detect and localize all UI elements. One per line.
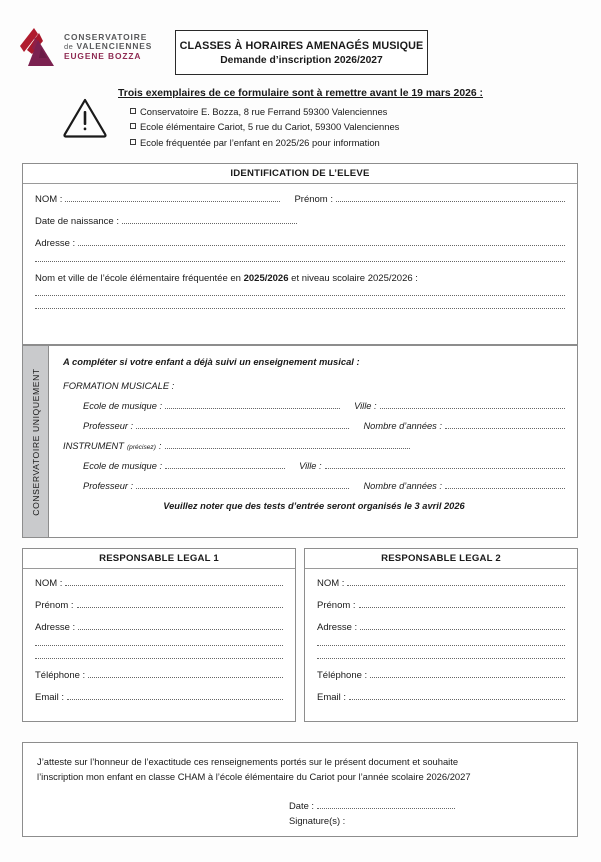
document-title-line-1: CLASSES À HORAIRES AMENAGÉS MUSIQUE [179, 39, 424, 52]
notice-item-label: Ecole élémentaire Cariot, 5 rue du Cariot, 59300 Valenciennes [140, 121, 400, 133]
conservatoire-section [22, 345, 578, 538]
fm-professeur-label: Professeur : [83, 421, 134, 431]
prenom-input[interactable] [336, 200, 565, 202]
ecole-input-line-2[interactable] [35, 307, 565, 309]
resp2-adresse-label: Adresse : [317, 622, 358, 633]
fm-annees-label: Nombre d’années : [363, 421, 442, 431]
field-row-signature [289, 813, 563, 828]
field-row-instr-professeur-annees [63, 481, 565, 491]
conservatoire-logo [14, 24, 152, 68]
resp2-adresse-line-3[interactable] [317, 657, 565, 659]
conservatoire-sidebar [23, 346, 49, 537]
attestation-line-1: J’atteste sur l’honneur de l’exactitude ces renseignements portés sur le présent document et souhaite [37, 756, 459, 767]
checkbox-icon[interactable] [130, 139, 136, 145]
fm-ville-input[interactable] [380, 407, 565, 409]
field-row-email [35, 692, 283, 703]
resp2-adresse-line-2[interactable] [317, 644, 565, 646]
adresse-input-line-2[interactable] [35, 260, 565, 262]
field-row-nom-prenom [35, 194, 565, 205]
identification-title: IDENTIFICATION DE L’ELEVE [23, 164, 577, 184]
resp1-adresse-line-2[interactable] [35, 644, 283, 646]
field-row-prenom [35, 600, 283, 611]
resp1-adresse-line-3[interactable] [35, 657, 283, 659]
attestation-line-2: l’inscription mon enfant en classe CHAM à l’école élémentaire du Cariot pour l’année scolaire 2026/2027 [37, 771, 471, 782]
field-row-date-naissance [35, 216, 565, 227]
field-row-telephone [317, 670, 565, 681]
identification-body [23, 184, 577, 309]
notice-heading: Trois exemplaires de ce formulaire sont à remettre avant le 19 mars 2026 : [118, 88, 484, 99]
resp1-telephone-input[interactable] [88, 676, 283, 678]
logo-line-2-prefix: de [64, 42, 74, 52]
formation-musicale-label: FORMATION MUSICALE : [63, 380, 175, 391]
attestation-signature-label: Signature(s) : [289, 815, 346, 826]
responsable-legal-2-title: RESPONSABLE LEGAL 2 [305, 549, 577, 569]
fm-ecole-input[interactable] [165, 407, 340, 409]
instrument-colon: : [158, 441, 162, 451]
conservatoire-body [49, 346, 577, 511]
resp1-prenom-input[interactable] [77, 606, 283, 608]
ecole-note-pre: Nom et ville de l’école élémentaire fréquentée en [35, 273, 244, 284]
document-title-line-2: Demande d’inscription 2026/2027 [220, 54, 383, 66]
fm-ecole-label: Ecole de musique : [83, 401, 163, 411]
resp2-nom-input[interactable] [347, 584, 565, 586]
field-row-instrument [63, 441, 565, 451]
conservatoire-logo-icon [14, 24, 58, 68]
instrument-label: INSTRUMENT [63, 441, 124, 451]
instr-professeur-label: Professeur : [83, 481, 134, 491]
date-naissance-input[interactable] [122, 222, 297, 224]
field-row-prenom [317, 600, 565, 611]
field-row-fm-ecole-ville [63, 401, 565, 411]
resp1-nom-input[interactable] [65, 584, 283, 586]
instr-ecole-label: Ecole de musique : [83, 461, 163, 471]
conservatoire-heading: A compléter si votre enfant a déjà suivi un enseignement musical : [63, 356, 360, 367]
fm-annees-input[interactable] [445, 427, 565, 429]
nom-label: NOM : [35, 194, 63, 205]
logo-line-2-main: VALENCIENNES [76, 41, 153, 52]
field-row-email [317, 692, 565, 703]
responsable-legal-1-section [22, 548, 296, 722]
resp2-nom-label: NOM : [317, 578, 345, 589]
attestation-signature-block [37, 798, 563, 828]
responsable-legal-1-body [23, 569, 295, 703]
resp2-email-input[interactable] [349, 698, 565, 700]
attestation-date-input[interactable] [317, 807, 455, 809]
resp1-prenom-label: Prénom : [35, 600, 74, 611]
notice-item [130, 104, 399, 119]
document-title-box [175, 30, 428, 75]
checkbox-icon[interactable] [130, 123, 136, 129]
nom-input[interactable] [65, 200, 280, 202]
resp1-telephone-label: Téléphone : [35, 670, 86, 681]
submission-notice [0, 88, 601, 152]
logo-line-3: EUGENE BOZZA [64, 50, 142, 61]
field-row-fm-professeur-annees [63, 421, 565, 431]
instrument-hint: (précisez) [126, 444, 156, 451]
field-row-nom [35, 578, 283, 589]
notice-item [130, 135, 399, 150]
fm-professeur-input[interactable] [136, 427, 349, 429]
ecole-input-line-1[interactable] [35, 294, 565, 296]
identification-section [22, 163, 578, 345]
document-header [0, 0, 601, 86]
resp1-email-label: Email : [35, 692, 65, 703]
resp2-prenom-input[interactable] [359, 606, 565, 608]
field-row-adresse [35, 238, 565, 249]
instrument-input[interactable] [165, 447, 410, 449]
notice-item-label: Conservatoire E. Bozza, 8 rue Ferrand 59300 Valenciennes [140, 106, 388, 117]
resp1-adresse-label: Adresse : [35, 622, 76, 633]
logo-line-1: CONSERVATOIRE [64, 31, 148, 42]
resp2-telephone-label: Téléphone : [317, 670, 368, 681]
responsable-legal-1-title: RESPONSABLE LEGAL 1 [23, 549, 295, 569]
responsable-legal-2-body [305, 569, 577, 703]
attestation-body [23, 743, 577, 828]
instr-ville-input[interactable] [325, 467, 565, 469]
instr-professeur-input[interactable] [136, 487, 349, 489]
ecole-note-post: et niveau scolaire 2025/2026 : [288, 273, 418, 284]
field-row-adresse [35, 622, 283, 633]
resp2-prenom-label: Prénom : [317, 600, 356, 611]
resp1-nom-label: NOM : [35, 578, 63, 589]
notice-list [130, 104, 399, 150]
prenom-label: Prénom : [294, 194, 333, 205]
attestation-section [22, 742, 578, 837]
field-row-adresse [317, 622, 565, 633]
resp1-email-input[interactable] [67, 698, 283, 700]
resp2-adresse-input[interactable] [360, 628, 565, 630]
attestation-date-label: Date : [289, 800, 315, 811]
resp1-adresse-input[interactable] [78, 628, 283, 630]
conservatoire-sidebar-label: CONSERVATOIRE UNIQUEMENT [30, 367, 41, 516]
field-row-nom [317, 578, 565, 589]
ecole-note [35, 273, 565, 284]
instr-annees-input[interactable] [445, 487, 565, 489]
responsable-legal-2-section [304, 548, 578, 722]
notice-item [130, 119, 399, 134]
resp2-email-label: Email : [317, 692, 347, 703]
field-row-telephone [35, 670, 283, 681]
fm-ville-label: Ville : [354, 401, 377, 411]
instr-ecole-input[interactable] [165, 467, 285, 469]
warning-triangle-icon [62, 96, 108, 138]
ecole-note-year: 2025/2026 [243, 273, 289, 284]
instr-annees-label: Nombre d’années : [363, 481, 442, 491]
conservatoire-footer-note: Veuillez noter que des tests d’entrée seront organisés le 3 avril 2026 [163, 501, 465, 511]
checkbox-icon[interactable] [130, 108, 136, 114]
adresse-input[interactable] [78, 244, 565, 246]
date-naissance-label: Date de naissance : [35, 216, 119, 227]
resp2-telephone-input[interactable] [370, 676, 565, 678]
notice-item-label: Ecole fréquentée par l’enfant en 2025/26 pour information [140, 136, 380, 148]
adresse-label: Adresse : [35, 238, 76, 249]
field-row-date [289, 798, 563, 813]
field-row-instr-ecole-ville [63, 461, 565, 471]
instr-ville-label: Ville : [299, 461, 322, 471]
